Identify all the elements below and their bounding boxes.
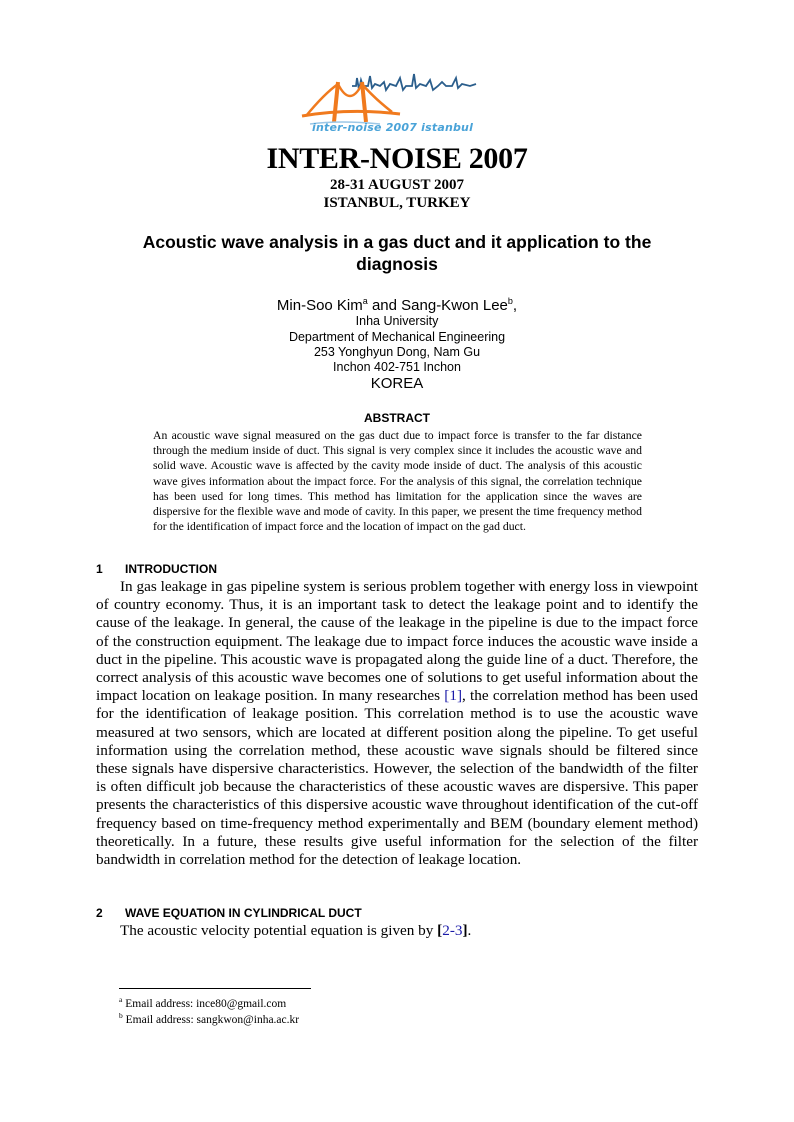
affiliation-line: Department of Mechanical Engineering [288, 330, 506, 344]
paragraph-text: The acoustic velocity potential equation is given by [120, 922, 438, 939]
conference-title: INTER-NOISE 2007 [266, 142, 528, 175]
citation-link[interactable]: 1 [449, 687, 457, 705]
author-1-mark: a [362, 296, 368, 306]
footnote [119, 995, 286, 1010]
citation-bracket: [ [437, 922, 443, 939]
section-body [96, 578, 698, 869]
author-2-mark: b [507, 296, 513, 306]
citation-bracket: [ [444, 687, 450, 705]
citation-link[interactable]: 2-3 [442, 922, 463, 939]
section-title: INTRODUCTION [125, 562, 217, 576]
paper-title: Acoustic wave analysis in a gas duct and it application to the diagnosis [142, 232, 652, 274]
affiliation-line: Inha University [355, 314, 439, 328]
footnote-mark: b [119, 1011, 123, 1020]
section-heading [96, 906, 362, 920]
section-heading [96, 562, 217, 576]
conference-location: ISTANBUL, TURKEY [323, 195, 471, 211]
logo-caption: inter-noise 2007 istanbul [312, 121, 474, 134]
conference-dates: 28-31 AUGUST 2007 [330, 177, 464, 193]
paragraph-text: . [467, 922, 472, 939]
citation-bracket: ] [456, 687, 462, 705]
abstract-text: An acoustic wave signal measured on the gas duct due to impact force is transfer to the far distance through the medium inside of duct. This signal is very complex since it includes the acoustic wave and solid wave. Acoustic wave is affected by the cavity mode inside of duct. The analysis of this acoustic wave gives information about the impact force. For the analysis of this signal, the correlation technique has been used for long times. This method has limitation for the application since the waves are dispersive for the flexible wave and mode of cavity. In this paper, we present the time frequency method for the identification of impact force and the location of impact on the gad duct. [153, 429, 642, 534]
affiliation-line: Inchon 402-751 Inchon [333, 360, 461, 374]
author-tail: , [512, 297, 518, 314]
section-title: WAVE EQUATION IN CYLINDRICAL DUCT [125, 906, 362, 920]
footnote-mark: a [119, 995, 123, 1004]
section-number: 1 [96, 562, 103, 576]
paragraph-text: , the correlation method has been used for the identification of leakage position. This correlation method is to use the acoustic wave measured at two sensors, which are located at different position along the pipeline. To get useful information using the correlation method, these acoustic wave signals should be filtered since these signals have dispersive characteristics. However, the selection of the bandwidth of the filter is often difficult job because the characteristics of these acoustic waves are dispersive. This paper presents the characteristics of this dispersive acoustic wave throughout identification of the cut-off frequency based on time-frequency method experimentally and BEM (boundary element method) theoretically. In a future, these results give useful information for the selection of the filter bandwidth in correlation method for the detection of leakage location. [96, 687, 699, 869]
footnote-text: Email address: ince80@gmail.com [122, 997, 287, 1010]
section-number: 2 [96, 906, 103, 920]
section-body [96, 922, 698, 940]
footnote [119, 1011, 299, 1026]
author-1: Min-Soo Kim [276, 297, 363, 314]
author-and: and [367, 297, 402, 314]
abstract-heading: ABSTRACT [364, 411, 430, 425]
footnote-text: Email address: sangkwon@inha.ac.kr [122, 1013, 300, 1026]
citation-bracket: ] [462, 922, 468, 939]
paragraph-text: In gas leakage in gas pipeline system is serious problem together with energy loss in viewpoint of country economy. Thus, it is an important task to detect the leakage point and to identify the cause of the leakage. In general, the cause of the leakage in the pipeline is due to the impact force of the construction equipment. The leakage due to impact force induces the acoustic wave inside a duct in the pipeline. This acoustic wave is propagated along the guide line of a duct. Therefore, the correct analysis of this acoustic wave becomes one of solutions to get useful information about the impact location on leakage position. In many researches [96, 578, 698, 705]
affiliation-country: KOREA [370, 375, 424, 392]
footnote-divider [119, 988, 311, 989]
author-line [0, 296, 794, 314]
affiliation-line: 253 Yonghyun Dong, Nam Gu [313, 345, 481, 359]
author-2: Sang-Kwon Lee [401, 297, 508, 314]
